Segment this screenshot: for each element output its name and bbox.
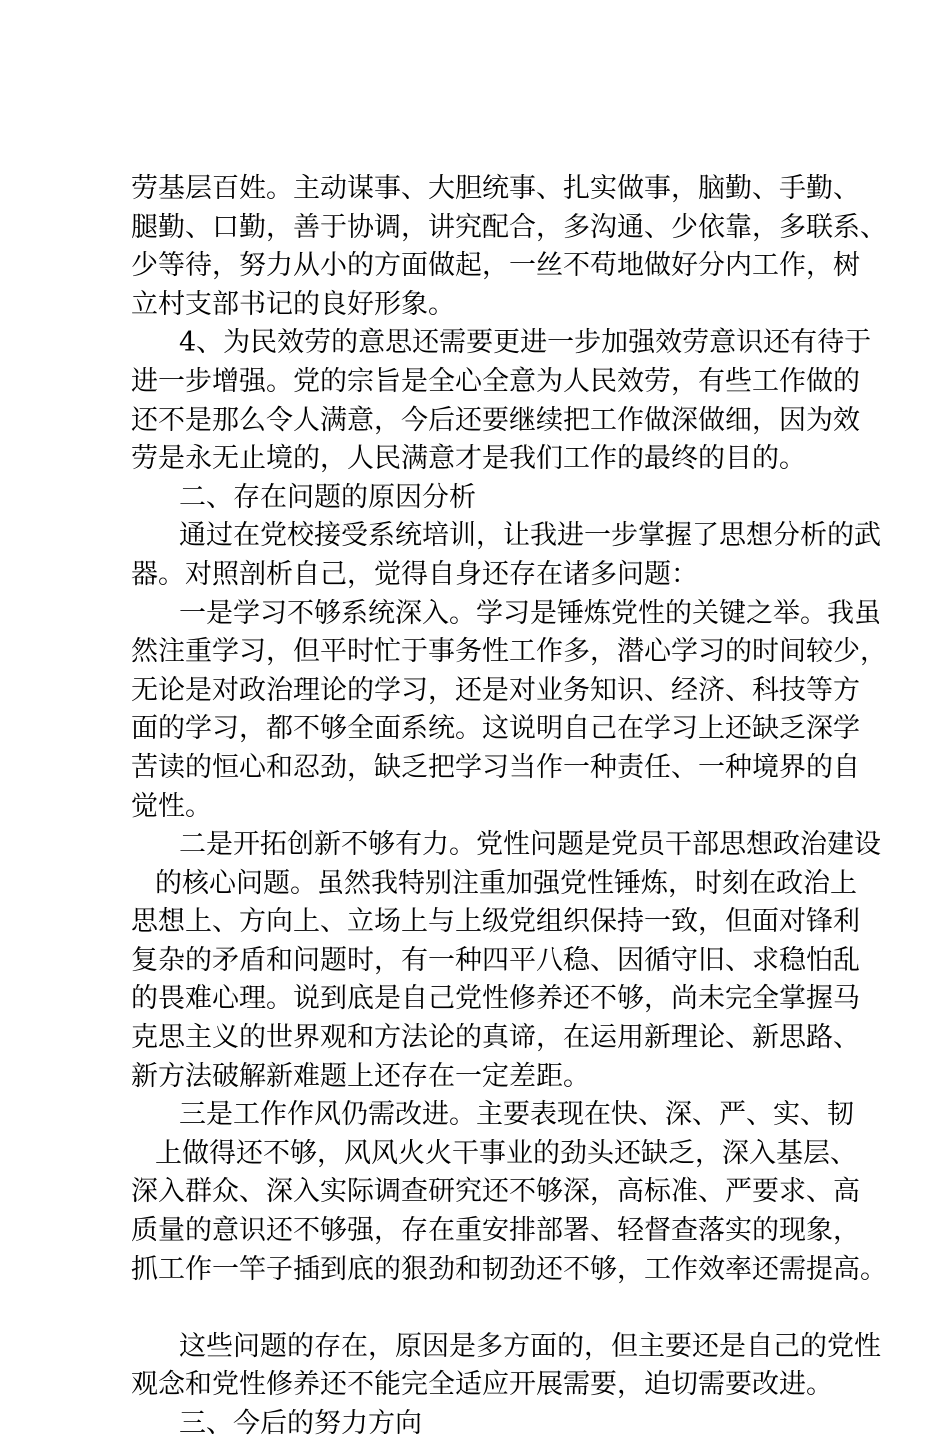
text-line: 进一步增强。党的宗旨是全心全意为人民效劳，有些工作做的 xyxy=(131,365,860,397)
text-line: 抓工作一竿子插到底的狠劲和韧劲还不够，工作效率还需提高。 xyxy=(131,1253,887,1285)
text-line: 面的学习，都不够全面系统。这说明自己在学习上还缺乏深学 xyxy=(131,713,860,745)
section-heading: 二、存在问题的原因分析 xyxy=(179,481,476,513)
text-line: 质量的意识还不够强，存在重安排部署、轻督查落实的现象， xyxy=(131,1215,860,1247)
text-line: 器。对照剖析自己，觉得自身还存在诸多问题： xyxy=(131,558,698,590)
text-line: 4、为民效劳的意思还需要更进一步加强效劳意识还有待于 xyxy=(179,327,872,359)
text-line: 思想上、方向上、立场上与上级党组织保持一致，但面对锋利 xyxy=(131,906,860,938)
text-line: 的核心问题。虽然我特别注重加强党性锤炼，时刻在政治上 xyxy=(155,867,857,899)
text-line: 立村支部书记的良好形象。 xyxy=(131,288,455,320)
text-line: 观念和党性修养还不能完全适应开展需要，迫切需要改进。 xyxy=(131,1369,833,1401)
text-line: 新方法破解新难题上还存在一定差距。 xyxy=(131,1060,590,1092)
text-line: 复杂的矛盾和问题时，有一种四平八稳、因循守旧、求稳怕乱 xyxy=(131,944,860,976)
section-heading: 三、今后的努力方向 xyxy=(179,1408,422,1439)
text-line: 一是学习不够系统深入。学习是锤炼党性的关键之举。我虽 xyxy=(179,597,881,629)
text-line: 深入群众、深入实际调查研究还不够深，高标准、严要求、高 xyxy=(131,1176,860,1208)
text-line: 三是工作作风仍需改进。主要表现在快、深、严、实、韧 xyxy=(179,1099,854,1131)
document-page xyxy=(131,170,887,1444)
text-line: 无论是对政治理论的学习，还是对业务知识、经济、科技等方 xyxy=(131,674,860,706)
text-line: 觉性。 xyxy=(131,790,212,822)
text-line: 还不是那么令人满意，今后还要继续把工作做深做细，因为效 xyxy=(131,404,860,436)
text-line: 二是开拓创新不够有力。党性问题是党员干部思想政治建设 xyxy=(179,829,881,861)
text-line: 腿勤、口勤，善于协调，讲究配合，多沟通、少依靠，多联系、 xyxy=(131,211,887,243)
text-line: 这些问题的存在，原因是多方面的，但主要还是自己的党性 xyxy=(179,1330,881,1362)
text-line: 通过在党校接受系统培训，让我进一步掌握了思想分析的武 xyxy=(179,520,881,552)
text-line: 然注重学习，但平时忙于事务性工作多，潜心学习的时间较少， xyxy=(131,636,887,668)
text-line: 劳基层百姓。主动谋事、大胆统事、扎实做事，脑勤、手勤、 xyxy=(131,173,860,204)
text-line: 克思主义的世界观和方法论的真谛，在运用新理论、新思路、 xyxy=(131,1022,860,1054)
paragraph-gap xyxy=(131,1289,851,1328)
text-line: 上做得还不够，风风火火干事业的劲头还缺乏，深入基层、 xyxy=(155,1137,857,1169)
text-line: 劳是永无止境的，人民满意才是我们工作的最终的目的。 xyxy=(131,443,806,475)
text-line: 苦读的恒心和忍劲，缺乏把学习当作一种责任、一种境界的自 xyxy=(131,751,860,783)
text-line: 的畏难心理。说到底是自己党性修养还不够，尚未完全掌握马 xyxy=(131,983,860,1015)
text-line: 少等待，努力从小的方面做起，一丝不苟地做好分内工作，树 xyxy=(131,250,860,282)
